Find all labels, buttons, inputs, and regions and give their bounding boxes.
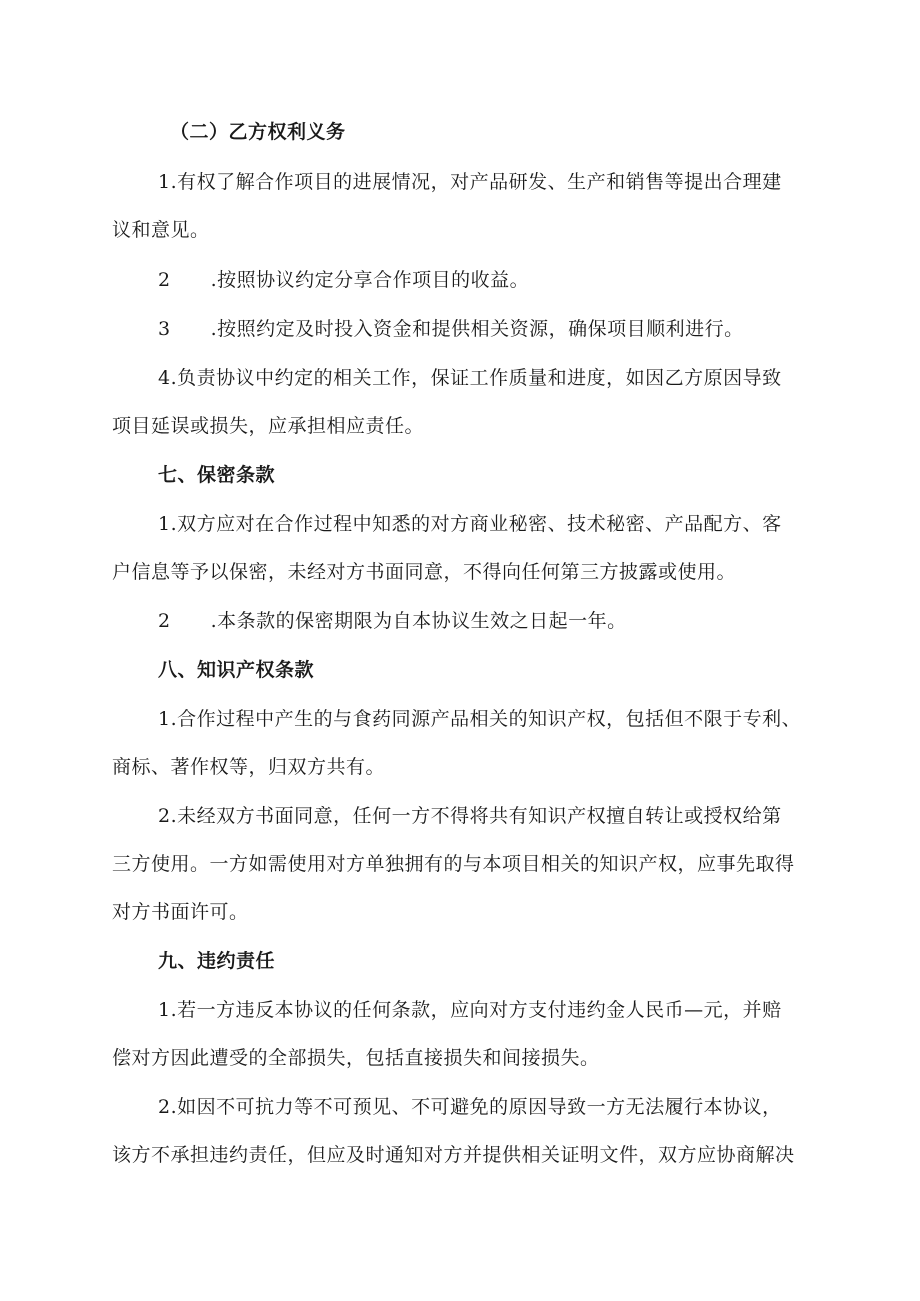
clause-continuation: 商标、著作权等，归双方共有。 (112, 756, 386, 778)
clause-item (158, 268, 529, 292)
clause-continuation: 户信息等予以保密，未经对方书面同意，不得向任何第三方披露或使用。 (112, 561, 737, 583)
clause-number: 2 (158, 610, 171, 632)
clause-text: .按照约定及时投入资金和提供相关资源，确保项目顺利进行。 (210, 318, 744, 340)
clause-text: .本条款的保密期限为自本协议生效之日起一年。 (210, 610, 627, 632)
clause-item (158, 170, 782, 194)
clause-number: 3 (158, 318, 171, 340)
clause-text: .如因不可抗力等不可预见、不可避免的原因导致一方无法履行本协议， (170, 1096, 782, 1118)
clause-continuation: 偿对方因此遭受的全部损失，包括直接损失和间接损失。 (112, 1047, 600, 1069)
section-heading-confidentiality: 七、保密条款 (158, 464, 276, 486)
clause-text: .若一方违反本协议的任何条款，应向对方支付违约金人民币—元，并赔 (170, 999, 782, 1021)
clause-text: .合作过程中产生的与食药同源产品相关的知识产权，包括但不限于专利、 (170, 708, 802, 730)
clause-continuation: 该方不承担违约责任，但应及时通知对方并提供相关证明文件，双方应协商解决 (112, 1144, 795, 1166)
clause-item (158, 1095, 782, 1119)
clause-continuation: 对方书面许可。 (112, 901, 249, 923)
clause-text: .负责协议中约定的相关工作，保证工作质量和进度，如因乙方原因导致 (170, 367, 782, 389)
section-heading-intellectual-property: 八、知识产权条款 (158, 659, 315, 681)
clause-text: .未经双方书面同意，任何一方不得将共有知识产权擅自转让或授权给第 (170, 805, 782, 827)
clause-continuation: 三方使用。一方如需使用对方单独拥有的与本项目相关的知识产权，应事先取得 (112, 853, 795, 875)
clause-text: .按照协议约定分享合作项目的收益。 (210, 269, 530, 291)
clause-number: 1 (158, 999, 171, 1021)
clause-item (158, 366, 782, 390)
clause-number: 2 (158, 269, 171, 291)
clause-number: 2 (158, 1096, 171, 1118)
clause-number: 1 (158, 171, 171, 193)
clause-number: 4 (158, 367, 171, 389)
clause-item (158, 707, 801, 731)
clause-continuation: 议和意见。 (112, 219, 210, 241)
clause-continuation: 项目延误或损失，应承担相应责任。 (112, 415, 425, 437)
section-heading-liability: 九、违约责任 (158, 950, 276, 972)
clause-number: 1 (158, 513, 171, 535)
clause-item (158, 317, 744, 341)
clause-item (158, 609, 627, 633)
section-heading-party-b-rights: （二）乙方权利义务 (170, 121, 346, 143)
clause-text: .有权了解合作项目的进展情况，对产品研发、生产和销售等提出合理建 (170, 171, 782, 193)
clause-item (158, 804, 782, 828)
clause-text: .双方应对在合作过程中知悉的对方商业秘密、技术秘密、产品配方、客 (170, 513, 782, 535)
clause-item (158, 998, 782, 1022)
clause-number: 2 (158, 805, 171, 827)
clause-item (158, 512, 782, 536)
clause-number: 1 (158, 708, 171, 730)
